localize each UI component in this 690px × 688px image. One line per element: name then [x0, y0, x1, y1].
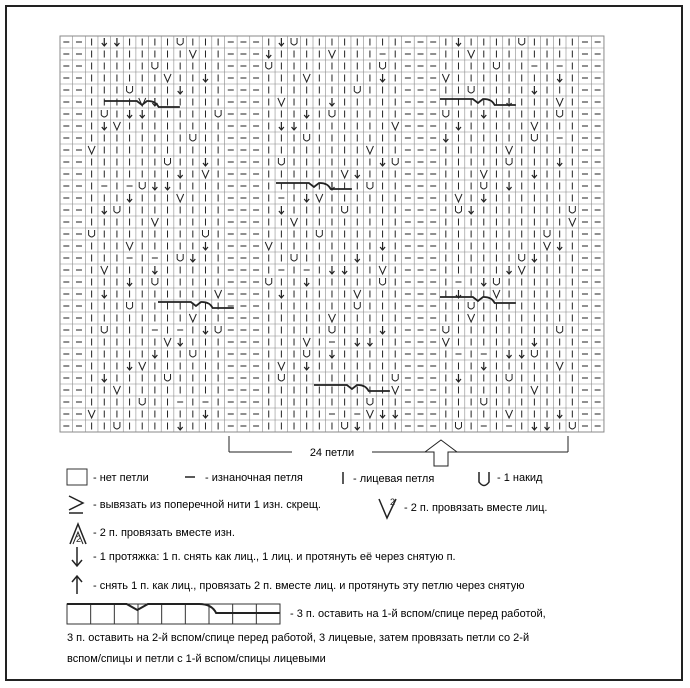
cable-legend-icon	[67, 604, 280, 624]
legend-purl: - изнаночная петля	[205, 472, 303, 484]
yarn-over-icon	[479, 472, 489, 486]
make-one-purl-icon	[69, 496, 83, 513]
legend-cable-line-3: вспом/спицы и петли с 1-й вспом/спицы лицевыми	[67, 653, 326, 665]
repeat-width-label: 24 петли	[309, 447, 355, 459]
start-arrow-icon	[425, 440, 457, 466]
legend-p2tog: - 2 п. провязать вместе изн.	[93, 527, 235, 539]
legend-cable-line-2: 3 п. оставить на 2-й вспом/спице перед работой, 3 лицевые, затем провязать петли со 2-й	[67, 632, 530, 644]
legend-yarn-over: - 1 накид	[497, 472, 543, 484]
p2tog-icon	[70, 524, 86, 544]
svg-text:2: 2	[76, 534, 82, 544]
legend-make-one-purl: - вывязать из поперечной нити 1 изн. скрещ.	[93, 499, 321, 511]
repeat-bracket	[229, 436, 568, 452]
k2tog-icon	[379, 497, 396, 518]
legend-slip-knit-pass: - 1 протяжка: 1 п. снять как лиц., 1 лиц. и протянуть её через снятую п.	[93, 551, 456, 563]
arrow-up-icon	[72, 576, 82, 594]
legend-knit: - лицевая петля	[353, 473, 435, 485]
legend-k2tog: - 2 п. провязать вместе лиц.	[404, 502, 548, 514]
legend-no-stitch: - нет петли	[93, 472, 149, 484]
legend-cable-line-1: - 3 п. оставить на 1-й вспом/спице перед работой,	[290, 608, 546, 620]
svg-text:2: 2	[390, 497, 396, 507]
legend-sl1-k2tog-psso: - снять 1 п. как лиц., провязать 2 п. вместе лиц. и протянуть эту петлю через снятую	[93, 580, 525, 592]
no-stitch-icon	[67, 469, 87, 485]
arrow-down-icon	[72, 547, 82, 566]
